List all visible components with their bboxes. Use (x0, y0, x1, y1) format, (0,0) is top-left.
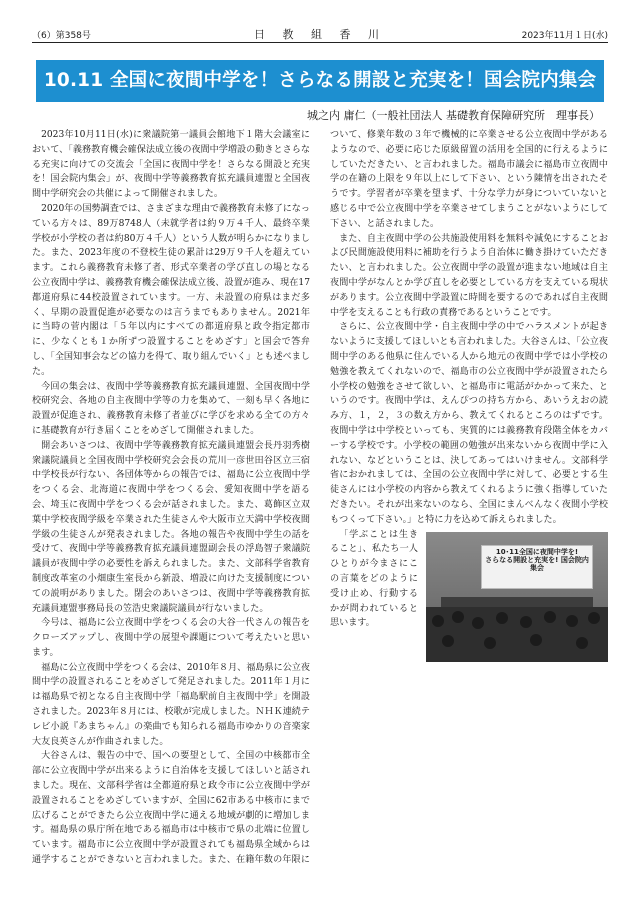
paragraph: 大谷さんは、報告の中で、国への要望として、全国の中核都市全部に公立夜間中学が出来るように自治体を支援してほしいと話されました。現在、文部科学省は全都道府県と政令市に公立夜間中学が設置されることをめざしていますが、全国に62市ある中核市にまで広げることができたら公立夜間中学に通える地域が劇的に増加します。福島県の県庁所在地である福島市は中核市で県の北端に位置しています。福島市に公立夜間中学が設置されても福島県全域からは通学することができないと言われました。また、在籍年数の年限について、修業年数の３年で機械的に卒業させる公立夜間中学があるようなので、必要に応じた原級留置の活用を全国的に行えるようにしていただきたい、と言われました。福島市議会に福島市立夜間中学の在籍の上限を９年以上にして下さい、という陳情を出されたそうです。学習者が卒業を望まず、十分な学力が身についていないと感じる中で公立夜間中学を卒業させてしまうことがないようにして下さい、と話されました。 (32, 130, 608, 866)
photo-banner (481, 545, 594, 589)
paragraph: また、自主夜間中学の公共施設使用料を無料や減免にすることおよび民間施設使用料に補助を行うよう自治体に働き掛けていただきたい、と言われました。公立夜間中学の設置が進まない地域は自主夜間中学がなんとか学び直しを必要としている方を支えている現状があります。公立夜間中学設置に時間を要するのであれば自主夜間中学を支えることも行政の責務であるということです。 (330, 233, 608, 318)
page-header (32, 28, 608, 43)
issue-date: 2023年11月１日(水) (521, 31, 608, 41)
photo-audience (426, 607, 608, 662)
paragraph: 2023年10月11日(水)に衆議院第一議員会館地下１階大会議室において、「義務教育機会確保法成立後の夜間中学増設の動きとさらなる充実に向けての交流会「全国に夜間中学を！さらなる開設と充実を！国会院内集会」が、夜間中学等義務教育拡充議員連盟と全国夜間中学研究会の共催によって開催されました。 (32, 130, 310, 200)
newsletter-title: 日 教 組 香 川 (254, 28, 386, 41)
article-body (32, 128, 608, 880)
photo-banner-line1: 10･11全国に夜間中学を! (495, 547, 579, 556)
photo-table (441, 597, 594, 607)
paragraph: さらに、公立夜間中学・自主夜間中学の中でハラスメントが起きないように支援してほしいとも言われました。大谷さんは、「公立夜間中学のある他県に住んでいる人から地元の夜間中学では小学校の勉強を教えてくれないので、福島市の公立夜間中学が設置されたら小学校の勉強をさせて欲しい、と福島市に電話がかかって来た、というのです。夜間中学は、えんぴつの持ち方から、あいうえおの読み方、１，２，３の数え方から、教えてくれるところのはずです。夜間中学は中学校といっても、実質的には義務教育段階全体をカバーする学校です。小学校の範囲の勉強が出来ないから夜間中学に入れない、などということは、決してあってはいけません。文部科学省におかれましては、全国の公立夜間中学に対して、必要とする生徒さんには小学校の内容から教えてくれるように強く指導していただきたい。それが出来ないのなら、全国にまんべんなく夜間小学校もつくって下さい。」と特に力を込めて訴えられました。 (330, 322, 608, 525)
paragraph: 今回の集会は、夜間中学等義務教育拡充議員連盟、全国夜間中学校研究会、各地の自主夜間中学等の力を集めて、一刻も早く各地に設置が促進され、義務教育未修了者並びに学びを求める全ての方々に基礎教育が行き届くことをめざして開催されました。 (32, 381, 310, 436)
byline: 城之内 庸仁（一般社団法人 基礎教育保障研究所 理事長） (307, 109, 600, 122)
photo-banner-line2: さらなる開設と充実を! 国会院内集会 (485, 555, 589, 572)
paragraph: 「学ぶことは生きること」、私たち一人ひとりが今まさにこの言葉をどのように受け止め、行動するかが問われていると思います。 (330, 529, 418, 629)
paragraph: 今号は、福島に公立夜間中学をつくる会の大谷一代さんの報告をクローズアップし、夜間中学の展望や課題について考えたいと思います。 (32, 618, 310, 658)
paragraph: 福島に公立夜間中学をつくる会は、2010年８月、福島県に公立夜間中学の設置されることをめざして発足されました。2011年１月には福島県で初となる自主夜間中学「福島駅前自主夜間中学」を開設されました。2023年８月には、校歌が完成しました。ＮＨＫ連続テレビ小説『あまちゃん』の楽曲でも知られる福島市ゆかりの音楽家大友良英さんが作曲されました。 (32, 662, 310, 747)
headline: 10.11 全国に夜間中学を！さらなる開設と充実を！国会院内集会 (43, 70, 597, 91)
issue-number: （6）第358号 (32, 31, 91, 41)
headline-banner (36, 60, 604, 102)
event-photo (426, 532, 608, 662)
paragraph: 2020年の国勢調査では、さまざまな理由で義務教育未修了になっている方々は、89万8748人（未就学者は約９万４千人、最終卒業学校が小学校の者は約80万４千人）という人数が明らかになりました。また、2023年度の不登校生徒の累計は29万９千人を超えています。これら義務教育未修了者、形式卒業者の学び直しの場となる公立夜間中学は、義務教育機会確保法成立後、設置が進み、現在17都道府県に44校設置されています。一方、未設置の府県はまだ多く、早期の設置促進が必要なのは言うまでもありません。2021年に当時の菅内閣は「５年以内にすべての都道府県と政令指定都市に、少なくとも１か所ずつ設置することをめざす」と国会で答弁し、「全国知事会などの協力を得て、取り組んでいく」とも述べました。 (32, 203, 310, 377)
paragraph: 開会あいさつは、夜間中学等義務教育拡充議員連盟会長丹羽秀樹衆議院議員と全国夜間中学校研究会会長の荒川一彦世田谷区立三宿中学校長が行ない、各団体等からの報告では、福島に公立夜間中学をつくる会、北海道に夜間中学をつくる会、愛知夜間中学を語る会、埼玉に夜間中学をつくる会が話されました。また、葛飾区立双葉中学校夜間学級を卒業された生徒さんや大阪市立天満中学校夜間学級の生徒さんが発表されました。各地の報告や夜間中学生の話を受けて、夜間中学等義務教育拡充議員連盟副会長の浮島智子衆議院議員が夜間中学の必要性を訴えられました。また、文部科学省教育制度改革室の小畑康生室長から新設、増設に向けた支援制度についての説明がありました。閉会のあいさつは、夜間中学等義務教育拡充議員連盟事務局長の笠浩史衆議院議員が行ないました。 (32, 440, 310, 614)
